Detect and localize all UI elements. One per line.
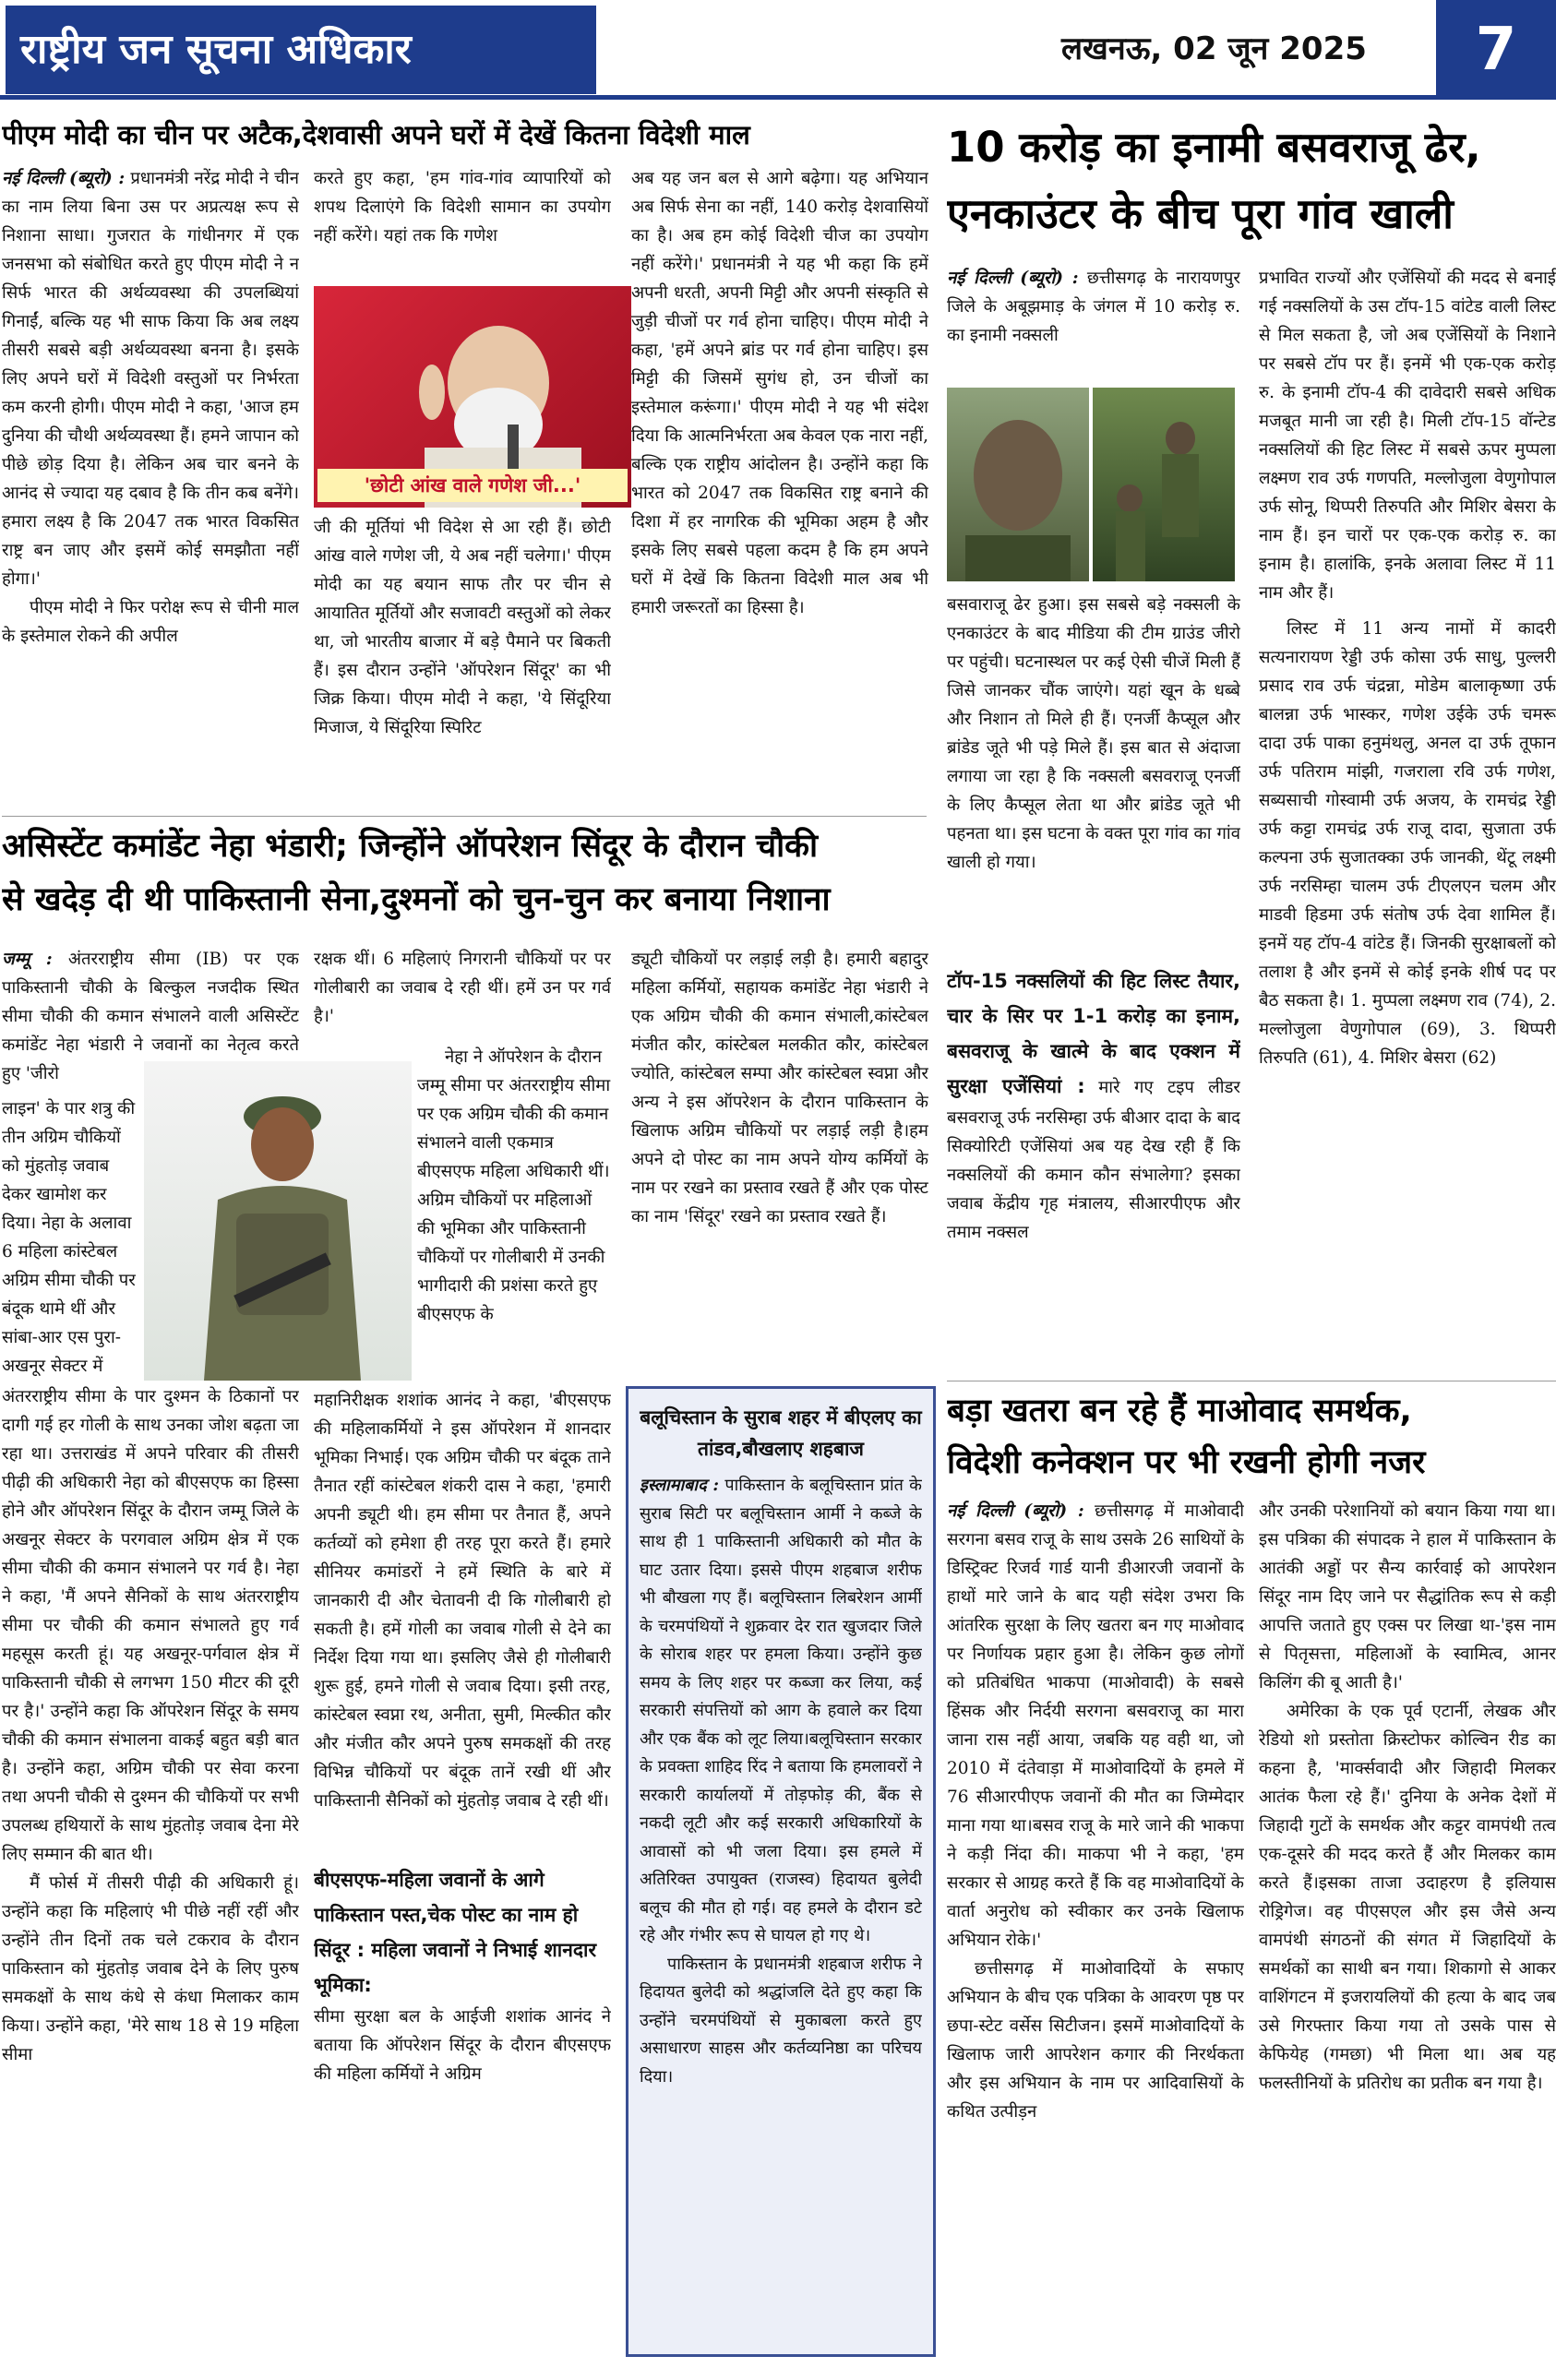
article2-col1-beside-photo: लाइन' के पार शत्रु की तीन अग्रिम चौकियों को मुंहतोड़ जवाब देकर खामोश कर दिया। नेहा के अलावा 6 महिला कांस्टेबल अग्रिम सीमा चौकी पर बंदूक थामे थीं और सांबा-आर एस पुरा-अखनूर सेक्टर में [2,1099,136,1376]
article3-col1-rest: बसवाराजू ढेर हुआ। इस सबसे बड़े नक्सली के एनकाउंटर के बाद मीडिया की टीम ग्राउंड जीरो पर पहुंची। घटनास्थल पर कई ऐसी चीजें मिली हैं जिसे जानकर चौंक जाएंगे। यहां खून के धब्बे और निशान तो मिले ही हैं। एनर्जी कैप्सूल और ब्रांडेड जूते भी पड़े मिले हैं। इस बात से अंदाजा लगाया जा रहा है कि नक्सली बसवराजू एनर्जी के लिए कैप्सूल लेता था और ब्रांडेड जूते भी पहनता था। इस घटना के वक्त पूरा गांव का गांव खाली हो गया। [947,595,1240,872]
article4-col1-text: छत्तीसगढ़ में माओवादी सरगना बसव राजू के साथ उसके 26 साथियों के डिस्ट्रिक्ट रिजर्व गार्ड यानी डीआरजी जवानों के हाथों मारे जाने के बाद यही संदेश उभरा कि आंतरिक सुरक्षा के लिए खतरा बन गए माओवाद पर निर्णायक प्रहार हुआ है। लेकिन कुछ लोगों को प्रतिबंधित भाकपा (माओवादी) के सबसे हिंसक और निर्दयी सरगना बसवराजू का मारा जाना रास नहीं आया, जबकि यह वही था, जो 2010 में दंतेवाड़ा में माओवादियों के हमले में 76 सीआरपीएफ जवानों की मौत का जिम्मेदार माना गया था।बसव राजू के मारे जाने की भाकपा ने कड़ी निंदा की। माकपा भी ने कहा, 'हम सरकार से आग्रह करते हैं कि वह माओवादियों के वार्ता अनुरोध को स्वीकार कर उनके खिलाफ अभियान रोके।' [947,1501,1244,1950]
article4-col1b-text: छत्तीसगढ़ में माओवादियों के सफाए अभियान के बीच एक पत्रिका के आवरण पृष्ठ पर छपा-स्टेट वर्सेस सिटीजन। इसमें माओवादियों के खिलाफ जारी आपरेशन कगार की निरर्थकता और इस अभियान के नाम पर आदिवासियों के कथित उत्पीड़न [947,1959,1244,2122]
security-forces-photo [1093,388,1235,581]
article3-col2-text: प्रभावित राज्यों और एजेंसियों की मदद से बनाई गई नक्सलियों के उस टॉप-15 वांटेड वाली लिस्ट से मिल सकता है, जो अब एजेंसियों के निशाने पर सबसे टॉप पर हैं। इनमें भी एक-एक करोड़ रु. के इनामी टॉप-4 की दावेदारी सबसे अधिक मजबूत मानी जा रही है। मिली टॉप-15 वॉन्टेड नक्सलियों की हिट लिस्ट में सबसे ऊपर मुप्पला लक्ष्मण राव उर्फ गणपति, मल्लोजुला वेणुगोपाल उर्फ सोनू, थिप्परी तिरुपति और मिशिर बेसरा के नाम हैं। इन चारों पर एक-एक करोड़ रु. का इनाम है। हालांकि, इनके अलावा लिस्ट में 11 नाम और हैं। [1259,269,1556,603]
newspaper-title: राष्ट्रीय जन सूचना अधिकार [6,6,596,94]
article4-col2 [1259,1497,1556,2359]
article2-headline-line2: से खदेड़ दी थी पाकिस्तानी सेना,दुश्मनों को चुन-चुन कर बनाया निशाना [2,881,831,918]
article2-col2-top: रक्षक थीं। 6 महिलाएं निगरानी चौकियों पर पर गोलीबारी का जवाब दे रही थीं। हमें उन पर गर्व है।' [314,950,611,1026]
divider [2,816,927,817]
article1-col2-bottom: जी की मूर्तियां भी विदेश से आ रही हैं। छोटी आंख वाले गणेश जी, ये अब नहीं चलेगा।' पीएम मोदी का यह बयान साफ तौर पर चीन से आयातित मूर्तियों और सजावटी वस्तुओं को लेकर था, जो भारतीय बाजार में बड़े पैमाने पर बिकती हैं। इस दौरान उन्होंने 'ऑपरेशन सिंदूर' का भी जिक्र किया। पीएम मोदी ने कहा, 'ये सिंदूरिया मिजाज, ये सिंदूरिया स्पिरिट [314,518,611,737]
article4-col1 [947,1497,1244,2359]
article2-subhead-block [314,1862,611,2359]
article4-col2b-text: अमेरिका के एक पूर्व एटार्नी, लेखक और रेडियो शो प्रस्तोता क्रिस्टोफर कोल्विन रीड का कहना है, 'मार्क्सवादी और जिहादी मिलकर आतंक फैला रहे हैं।' दुनिया के अनेक देशों में जिहादी गुटों के समर्थक और कट्टर वामपंथी तत्व एक-दूसरे की मदद करते हैं और मिलकर काम करते हैं।इसका ताजा उदाहरण है इलियास रोड्रिगेज। वह पीएसएल और इस जैसे अन्य वामपंथी संगठनों की संगत में जिहादियों के समर्थकों का साथी बन गया। शिकागो से आकर वाशिंगटन में इजरायलियों की हत्या के बाद जब उसे गिरफ्तार किया गया तो उसके पास से केफियेह (गमछा) भी मिला था। अब यह फलस्तीनियों के प्रतिरोध का प्रतीक बन गया है। [1259,1702,1556,2093]
balochistan-body2: पाकिस्तान के प्रधानमंत्री शहबाज शरीफ ने हिदायत बुलेदी को श्रद्धांजलि देते हुए कहा कि उन्होंने चरमपंथियों से मुकाबला करते हुए असाधारण साहस और कर्तव्यनिष्ठा का परिचय दिया। [640,1954,922,2087]
article3-subhead-block [947,963,1240,1369]
article2-col1-rest: अंतरराष्ट्रीय सीमा के पार दुश्मन के ठिकानों पर दागी गई हर गोली के साथ उनका जोश बढ़ता जा रहा था। उत्तराखंड में अपने परिवार की तीसरी पीढ़ी की अधिकारी नेहा को बीएसएफ का हिस्सा होने और ऑपरेशन सिंदूर के दौरान जम्मू जिले के अखनूर सेक्टर के परगवाल अग्रिम क्षेत्र में एक सीमा चौकी की कमान संभालने पर गर्व है। नेहा ने कहा, 'मैं अपने सैनिकों के साथ अंतरराष्ट्रीय सीमा पर चौकी की कमान संभालते हुए गर्व महसूस करती हूं। यह अखनूर-पर्गवाल क्षेत्र में पाकिस्तानी चौकी से लगभग 150 मीटर की दूरी पर है।' उन्होंने कहा कि ऑपरेशन सिंदूर के समय चौकी की कमान संभालना वाकई बहुत बड़ी बात है। उन्होंने कहा, अग्रिम चौकी पर सेवा करना तथा अपनी चौकी से दुश्मन की चौकियों पर सभी उपलब्ध हथियारों के साथ मुंहतोड़ जवाब देना मेरे लिए सम्मान की बात थी। [2,1387,299,1864]
modi-photo [314,286,631,508]
article2-subhead-body: सीमा सुरक्षा बल के आईजी शशांक आनंद ने बताया कि ऑपरेशन सिंदूर के दौरान बीएसएफ की महिला कर्मियों ने अग्रिम [314,2007,611,2084]
article3-col2b-text: लिस्ट में 11 अन्य नामों में कादरी सत्यनारायण रेड्डी उर्फ कोसा उर्फ साधु, पुल्लरी प्रसाद राव उर्फ चंद्रन्ना, मोडेम बालाकृष्णा उर्फ बालन्ना उर्फ भास्कर, गणेश उईके उर्फ चमरू दादा उर्फ पाका हनुमंथलु, अनल दा उर्फ तूफान उर्फ पतिराम मांझी, गजराला रवि उर्फ गणेश, सब्यसाची गोस्वामी उर्फ अजय, के रामचंद्र रेड्डी उर्फ कट्टा रामचंद्र उर्फ राजू दादा, सुजाता उर्फ कल्पना उर्फ सुजातक्का उर्फ जानकी, थेंटू लक्ष्मी उर्फ नरसिम्हा चालम उर्फ टीएलएन चलम और माडवी हिडमा उर्फ संतोष उर्फ देवा शामिल हैं। इनमें यह टॉप-4 वांटेड हैं। जिनकी सुरक्षाबलों को तलाश है और इनमें से कोई इनके शीर्ष पद पर बैठ सकता है। 1. मुप्पला लक्ष्मण राव (74), 2. मल्लोजुला वेणुगोपाल (69), 3. थिप्परी तिरुपति (61), 4. मिशिर बेसरा (62) [1259,619,1556,1068]
article1-col3: अब यह जन बल से आगे बढ़ेगा। यह अभियान अब सिर्फ सेना का नहीं, 140 करोड़ देशवासियों का है। अब हम कोई विदेशी चीज का उपयोग नहीं करेंगे।' प्रधानमंत्री ने यह भी कहा कि हमें अपनी धरती, अपनी मिट्टी और अपनी संस्कृति से जुड़ी चीजों पर गर्व होना चाहिए। पीएम मोदी ने कहा, 'हमें अपने ब्रांड पर गर्व होना चाहिए। इस मिट्टी की जिसमें सुगंध हो, उन चीजों का इस्तेमाल करूंगा।' पीएम मोदी ने यह भी संदेश दिया कि आत्मनिर्भरता अब केवल एक नारा नहीं, बल्कि एक राष्ट्रीय आंदोलन है। उन्होंने कहा कि भारत को 2047 तक विकसित राष्ट्र बनाने की दिशा में हर नागरिक की भूमिका अहम है और इसके लिए सबसे पहला कदम है कि हम अपने घरों में देखें कि कितना विदेशी माल अब भी हमारी जरूरतों का हिस्सा है। [631,169,928,617]
basavaraju-photos [947,388,1235,581]
masthead [0,0,1556,100]
article3-byline: नई दिल्ली (ब्यूरो) : [947,269,1079,288]
balochistan-body-text: पाकिस्तान के बलूचिस्तान प्रांत के सुराब सिटी पर बलूचिस्तान आर्मी ने कब्जे के साथ ही 1 पाकिस्तानी अधिकारी को मौत के घाट उतार दिया। इससे पीएम शहबाज शरीफ भी बौखला गए हैं। बलूचिस्तान लिबरेशन आर्मी के चरमपंथियों ने शुक्रवार देर रात खुजदार जिले के सोराब शहर पर हमला किया। उन्होंने कुछ समय के लिए शहर पर कब्जा कर लिया, कई सरकारी संपत्तियों को आग के हवाले कर दिया और एक बैंक को लूट लिया।बलूचिस्तान सरकार के प्रवक्ता शाहिद रिंद ने बताया कि हमलावरों ने सरकारी कार्यालयों में तोड़फोड़ की, बैंक से नकदी लूटी और कई सरकारी अधिकारियों के आवासों को भी जला दिया। इस हमले में अतिरिक्त उपायुक्त (राजस्व) हिदायत बुलेदी बलूच की मौत हो गई। वह हमले के दौरान डटे रहे और गंभीर रूप से घायल हो गए थे। [640,1476,922,1945]
article3-headline-line2: एनकाउंटर के बीच पूरा गांव खाली [947,189,1454,238]
article4-col2-text: और उनकी परेशानियों को बयान किया गया था। इस पत्रिका की संपादक ने हाल में पाकिस्तान के आतंकी अड्डों पर सैन्य कार्रवाई को आपरेशन सिंदूर नाम दिए जाने पर सैद्धांतिक रूप से कड़ी आपत्ति जताते हुए एक्स पर लिखा था-'इस नाम से पितृसत्ता, महिलाओं के स्वामित्व, आनर किलिंग की बू आती है।' [1259,1501,1556,1692]
soldier-illustration [144,1061,412,1381]
issue-date: लखनऊ, 02 जून 2025 [1061,30,1367,67]
page-number: 7 [1436,0,1556,100]
article2-col2-p2: नेहा ने ऑपरेशन के दौरान जम्मू सीमा पर अंतरराष्ट्रीय सीमा पर एक अग्रिम चौकी की कमान संभालने वाली एकमात्र बीएसएफ महिला अधिकारी थीं। अग्रिम चौकियों पर महिलाओं की भूमिका और पाकिस्तानी चौकियों पर गोलीबारी में उनकी भागीदारी की प्रशंसा करते हुए बीएसएफ के [417,1047,611,1324]
article1-col1 [2,164,299,807]
neha-bhandari-photo [144,1061,412,1381]
article1-col2-top: करते हुए कहा, 'हम गांव-गांव व्यापारियों को शपथ दिलाएंगे कि विदेशी सामान का उपयोग नहीं करेंगे। यहां तक कि गणेश [314,169,611,245]
article2-headline-line1: असिस्टेंट कमांडेंट नेहा भंडारी; जिन्होंने ऑपरेशन सिंदूर के दौरान चौकी [2,828,819,865]
article4-headline-line1: बड़ा खतरा बन रहे हैं माओवाद समर्थक, [947,1393,1412,1429]
balochistan-byline: इस्लामाबाद : [640,1476,720,1495]
article2-col3: ड्यूटी चौकियों पर लड़ाई लड़ी है। हमारी बहादुर महिला कर्मियों, सहायक कमांडेंट नेहा भंडारी ने एक अग्रिम चौकी की कमान संभाली,कांस्टेबल मंजीत कौर, कांस्टेबल मलकीत कौर, कांस्टेबल ज्योति, कांस्टेबल सम्पा और कांस्टेबल स्वप्ना और अन्य ने इस ऑपरेशन के दौरान पाकिस्तान के खिलाफ अग्रिम चौकियों पर लड़ाई लड़ी है।हम अपने दो पोस्ट का नाम अपने योग्य कर्मियों के नाम पर रखने का प्रस्ताव रखते हैं और एक पोस्ट का नाम 'सिंदूर' रखने का प्रस्ताव रखते हैं। [631,950,928,1226]
article1-byline: नई दिल्ली (ब्यूरो) : [2,169,126,188]
article1-col1b-text: पीएम मोदी ने फिर परोक्ष रूप से चीनी माल के इस्तेमाल रोकने की अपील [2,598,299,646]
article3-col1-top-text: छत्तीसगढ़ के नारायणपुर जिले के अबूझमाड़ के जंगल में 10 करोड़ रु. का इनामी नक्सली [947,269,1240,345]
article2-col2-rest: महानिरीक्षक शशांक आनंद ने कहा, 'बीएसएफ की महिलाकर्मियों ने इस ऑपरेशन में शानदार भूमिका निभाई। एक अग्रिम चौकी पर बंदूक ताने तैनात रहीं कांस्टेबल शंकरी दास ने कहा, 'हमारी अपनी ड्यूटी थी। हम सीमा पर तैनात हैं, अपने कर्तव्यों को हमेशा ही तरह पूरा करते हैं। हमारे सीनियर कमांडरों ने हमें स्थिति के बारे में जानकारी दी और चेतावनी दी कि गोलीबारी हो सकती है। हमें गोली का जवाब गोली से देने का निर्देश दिया गया था। इसलिए जैसे ही गोलीबारी शुरू हुई, हमने गोली से जवाब दिया। इसी तरह, कांस्टेबल स्वप्ना रथ, अनीता, सुमी, मिल्कीत कौर और मंजीत कौर अपने पुरुष समकक्षों की तरह विभिन्न चौकियों पर बंदूक तानें रखी थीं और पाकिस्तानी सैनिकों को मुंहतोड़ जवाब दे रही थीं। [314,1391,611,1811]
article2-subhead: बीएसएफ-महिला जवानों के आगे पाकिस्तान पस्त,चेक पोस्ट का नाम हो सिंदूर : महिला जवानों ने निभाई शानदार भूमिका: [314,1869,597,1996]
article4-byline: नई दिल्ली (ब्यूरो) : [947,1501,1084,1521]
article2-col1-rest2: मैं फोर्स में तीसरी पीढ़ी की अधिकारी हूं। उन्होंने कहा कि महिलाएं भी पीछे नहीं रहीं और उन्होंने तीन दिनों तक चले टकराव के दौरान पाकिस्तान को मुंहतोड़ जवाब देने के लिए पुरुष समकक्षों के साथ कंधे से कंधा मिलाकर काम किया। उन्होंने कहा, 'मेरे साथ 18 से 19 महिला सीमा [2,1873,299,2064]
article1-col1-text: प्रधानमंत्री नरेंद्र मोदी ने चीन का नाम लिया बिना उस पर अप्रत्यक्ष रूप से निशाना साधा। गुजरात के गांधीनगर में एक जनसभा को संबोधित करते हुए पीएम मोदी ने न सिर्फ भारत की अर्थव्यवस्था की उपलब्धियां गिनाईं, बल्कि यह भी साफ किया कि अब लक्ष्य तीसरी सबसे बड़ी अर्थव्यवस्था बनना है। इसके लिए अपने घरों में विदेशी वस्तुओं पर निर्भरता कम करनी होगी। पीएम मोदी ने कहा, 'आज हम दुनिया की चौथी अर्थव्यवस्था हैं। हमने जापान को पीछे छोड़ दिया है। लेकिन अब चार बनने के आनंद से ज्यादा यह दबाव है कि तीन कब बनेंगे। हमारा लक्ष्य है कि 2047 तक भारत विकसित राष्ट्र बन जाए और इसमें कोई समझौता नहीं होगा।' [2,169,299,589]
article4-headline-line2: विदेशी कनेक्शन पर भी रखनी होगी नजर [947,1444,1426,1481]
article2-byline: जम्मू : [2,950,53,969]
article2-col2-beside-photo [417,1043,611,1386]
article3-headline-line1: 10 करोड़ का इनामी बसवराजू ढेर, [947,123,1481,172]
balochistan-body [640,1472,922,2380]
article3-subhead-body: मारे गए टइप लीडर बसवराजू उर्फ नरसिम्हा उर्फ बीआर दादा के बाद सिक्योरिटी एजेंसियां अब यह देख रही हैं कि नक्सलियों की कमान कौन संभालेगा? इसका जवाब केंद्रीय गृह मंत्रालय, सीआरपीएफ और तमाम नक्सल [947,1078,1240,1242]
article1-headline: पीएम मोदी का चीन पर अटैक,देशवासी अपने घरों में देखें कितना विदेशी माल [2,119,750,150]
balochistan-headline: बलूचिस्तान के सुराब शहर में बीएलए का तांडव,बौखलाए शहबाज [640,1406,922,1460]
article3-col2 [1259,264,1556,1382]
modi-photo-caption: 'छोटी आंख वाले गणेश जी...' [317,469,628,502]
basavaraju-portrait [947,388,1089,581]
article3-col1-top [947,264,1240,382]
article3-subhead: टॉप-15 नक्सलियों की हिट लिस्ट तैयार, चार के सिर पर 1-1 करोड़ का इनाम, बसवराजू के खात्मे के बाद एक्शन में सुरक्षा एजेंसियां : [947,970,1240,1097]
balochistan-box [626,1386,936,2357]
article2-col1-bottom [2,1382,299,2359]
article2-col1-top-text: अंतरराष्ट्रीय सीमा (IB) पर एक पाकिस्तानी चौकी के बिल्कुल नजदीक स्थित सीमा चौकी की कमान संभालने वाली असिस्टेंट कमांडेंट नेहा भंडारी ने जवानों का नेतृत्व करते हुए 'जीरो [2,950,299,1083]
